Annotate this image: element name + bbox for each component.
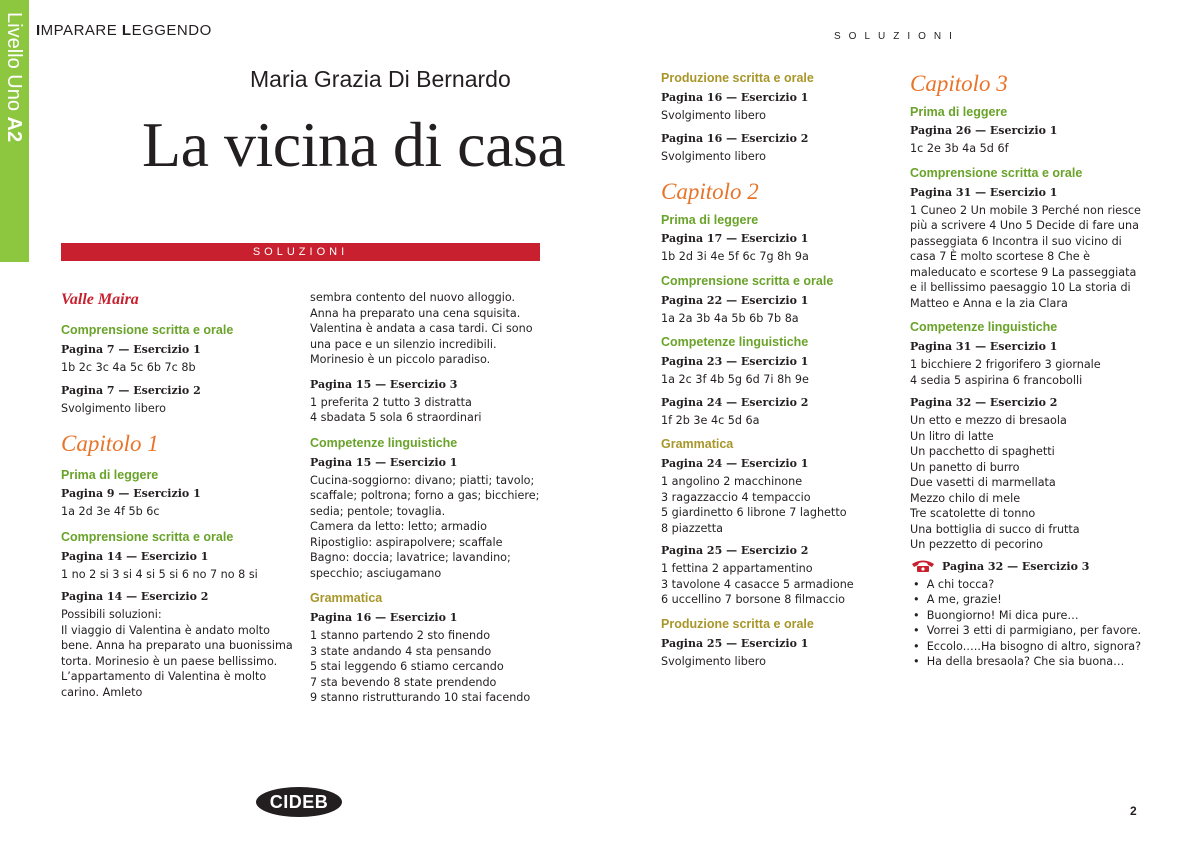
answer: 4 sbadata 5 sola 6 straordinari bbox=[310, 411, 482, 424]
exercise-ref: Pagina 32 — Esercizio 2 bbox=[910, 396, 1058, 409]
list-item: Una bottiglia di succo di frutta bbox=[910, 522, 1080, 536]
exercise-ref: Pagina 24 — Esercizio 2 bbox=[661, 395, 809, 409]
dialogue-line: • A me, grazie! bbox=[913, 593, 1002, 606]
answer: 5 giardinetto 6 librone 7 laghetto bbox=[661, 506, 847, 519]
exercise-ref: Pagina 24 — Esercizio 1 bbox=[661, 457, 809, 470]
answer: 1f 2b 3e 4c 5d 6a bbox=[661, 413, 760, 427]
answer: 7 sta bevendo 8 state prendendo bbox=[310, 675, 497, 689]
answer: 1a 2d 3e 4f 5b 6c bbox=[61, 505, 160, 518]
answer: Camera da letto: letto; armadio bbox=[310, 520, 487, 533]
section-heading: Comprensione scritta e orale bbox=[910, 165, 1083, 180]
section-heading: Comprensione scritta e orale bbox=[661, 273, 834, 288]
answer: 1 stanno partendo 2 sto finendo bbox=[310, 629, 491, 642]
level-sidebar bbox=[0, 0, 29, 262]
section-heading: Comprensione scritta e orale bbox=[61, 323, 234, 337]
answer: 1a 2c 3f 4b 5g 6d 7i 8h 9e bbox=[661, 373, 809, 386]
section-heading: Competenze linguistiche bbox=[310, 435, 458, 450]
column-2 bbox=[310, 290, 542, 706]
exercise-ref: Pagina 9 — Esercizio 1 bbox=[61, 487, 201, 500]
answer: 1 preferita 2 tutto 3 distratta bbox=[310, 395, 472, 409]
list-item: Un panetto di burro bbox=[910, 460, 1020, 474]
level-label: Livello Uno A2 bbox=[3, 12, 25, 143]
answer: 9 stanno ristrutturando 10 stai facendo bbox=[310, 691, 531, 704]
answer: 1 bicchiere 2 frigorifero 3 giornale bbox=[910, 358, 1101, 371]
exercise-ref: Pagina 16 — Esercizio 1 bbox=[661, 91, 809, 104]
exercise-ref-audio: Pagina 32 — Esercizio 3 bbox=[910, 559, 1142, 574]
exercise-ref: Pagina 15 — Esercizio 3 bbox=[310, 377, 458, 391]
phone-audio-icon bbox=[910, 559, 936, 572]
exercise-ref: Pagina 14 — Esercizio 1 bbox=[61, 549, 209, 563]
section-heading: Produzione scritta e orale bbox=[661, 71, 814, 85]
chapter-title: Capitolo 3 bbox=[910, 71, 1008, 96]
chapter-title: Capitolo 2 bbox=[661, 179, 759, 204]
answer: Bagno: doccia; lavatrice; lavandino; specchio; asciugamano bbox=[310, 551, 511, 580]
section-header: SOLUZIONI bbox=[834, 31, 960, 42]
publisher-logo: CIDEB bbox=[256, 787, 342, 817]
solutions-banner: SOLUZIONI bbox=[61, 243, 540, 261]
list-item: Un pacchetto di spaghetti bbox=[910, 445, 1055, 458]
answer: 1c 2e 3b 4a 5d 6f bbox=[910, 142, 1009, 155]
answer: 6 uccellino 7 borsone 8 filmaccio bbox=[661, 593, 846, 606]
list-item: Mezzo chilo di mele bbox=[910, 491, 1021, 505]
section-heading: Prima di leggere bbox=[61, 468, 159, 482]
dialogue-line: • Ha della bresaola? Che sia buona… bbox=[913, 655, 1125, 668]
exercise-ref: Pagina 26 — Esercizio 1 bbox=[910, 124, 1058, 137]
answer: 8 piazzetta bbox=[661, 521, 723, 535]
section-heading: Competenze linguistiche bbox=[910, 320, 1058, 334]
column-4 bbox=[910, 70, 1142, 670]
section-heading: Produzione scritta e orale bbox=[661, 616, 814, 631]
section-heading: Competenze linguistiche bbox=[661, 335, 809, 349]
dialogue-line: • Eccolo.….Ha bisogno di altro, signora? bbox=[913, 639, 1142, 653]
exercise-ref: Pagina 31 — Esercizio 1 bbox=[910, 185, 1058, 199]
answer: 1 Cuneo 2 Un mobile 3 Perché non riesce più a scrivere 4 Uno 5 Decide di fare una passeggiata 6 Incontra il suo vicino di casa 7 È molto scortese 8 Che è maleducato e scortese 9 La passeggiata e il bellissimo paesaggio 10 La storia di Matteo e Anna e la zia Clara bbox=[910, 203, 1141, 310]
dialogue-line: • Buongiorno! Mi dica pure… bbox=[913, 608, 1079, 622]
exercise-ref: Pagina 16 — Esercizio 1 bbox=[310, 611, 458, 624]
exercise-ref: Pagina 14 — Esercizio 2 bbox=[61, 590, 209, 603]
answer: 3 tavolone 4 casacce 5 armadione bbox=[661, 577, 854, 591]
series-name: IMPARARE LEGGENDO bbox=[36, 22, 212, 39]
answer: 1 angolino 2 macchinone bbox=[661, 475, 803, 488]
list-item: Un pezzetto di pecorino bbox=[910, 538, 1044, 551]
answer: 1a 2a 3b 4a 5b 6b 7b 8a bbox=[661, 311, 799, 325]
answer: 5 stai leggendo 6 stiamo cercando bbox=[310, 660, 504, 673]
answer: Ripostiglio: aspirapolvere; scaffale bbox=[310, 535, 503, 549]
section-heading: Grammatica bbox=[661, 437, 734, 451]
dialogue-line: • Vorrei 3 etti di parmigiano, per favore. bbox=[913, 624, 1142, 637]
answer: 4 sedia 5 aspirina 6 francobolli bbox=[910, 373, 1083, 387]
exercise-ref: Pagina 7 — Esercizio 2 bbox=[61, 383, 201, 397]
page-number: 2 bbox=[1130, 804, 1137, 818]
section-title: Valle Maira bbox=[61, 291, 139, 308]
answer: Svolgimento libero bbox=[661, 654, 766, 668]
answer: 1b 2d 3i 4e 5f 6c 7g 8h 9a bbox=[661, 250, 809, 263]
answer: sembra contento del nuovo alloggio. Anna ha preparato una cena squisita. Valentina è andata a casa tardi. Ci sono una pace e un silenzio incredibili. Morinesio è un piccolo paradiso. bbox=[310, 291, 533, 366]
column-3 bbox=[661, 70, 893, 669]
answer: Svolgimento libero bbox=[661, 149, 766, 163]
exercise-ref: Pagina 16 — Esercizio 2 bbox=[661, 131, 809, 145]
exercise-ref: Pagina 7 — Esercizio 1 bbox=[61, 343, 201, 356]
exercise-ref: Pagina 23 — Esercizio 1 bbox=[661, 355, 809, 368]
answer: 3 state andando 4 sta pensando bbox=[310, 644, 492, 658]
exercise-ref: Pagina 17 — Esercizio 1 bbox=[661, 232, 809, 245]
chapter-title: Capitolo 1 bbox=[61, 431, 159, 456]
answer: 1b 2c 3c 4a 5c 6b 7c 8b bbox=[61, 361, 196, 374]
section-heading: Grammatica bbox=[310, 591, 383, 605]
exercise-ref: Pagina 25 — Esercizio 2 bbox=[661, 544, 809, 557]
section-heading: Comprensione scritta e orale bbox=[61, 529, 234, 544]
section-heading: Prima di leggere bbox=[910, 105, 1008, 119]
answer: Possibili soluzioni: bbox=[61, 608, 162, 621]
list-item: Due vasetti di marmellata bbox=[910, 476, 1056, 489]
answer: Il viaggio di Valentina è andato molto bene. Anna ha preparato una buonissima torta. Morinesio è un paese bellissimo. L’appartamento di Valentina è molto carino. Amleto bbox=[61, 623, 293, 699]
exercise-ref: Pagina 22 — Esercizio 1 bbox=[661, 293, 809, 307]
book-title: La vicina di casa bbox=[142, 109, 566, 180]
answer: Cucina-soggiorno: divano; piatti; tavolo; scaffale; poltrona; forno a gas; bicchiere; sedia; pentole; tovaglia. bbox=[310, 473, 540, 518]
list-item: Un litro di latte bbox=[910, 429, 994, 443]
answer: Svolgimento libero bbox=[661, 109, 766, 122]
exercise-ref: Pagina 15 — Esercizio 1 bbox=[310, 455, 458, 469]
list-item: Tre scatolette di tonno bbox=[910, 507, 1036, 520]
exercise-ref: Pagina 25 — Esercizio 1 bbox=[661, 636, 809, 650]
answer: 1 no 2 si 3 si 4 si 5 si 6 no 7 no 8 si bbox=[61, 567, 258, 581]
exercise-ref: Pagina 31 — Esercizio 1 bbox=[910, 340, 1058, 353]
author-name: Maria Grazia Di Bernardo bbox=[250, 66, 511, 92]
answer: 1 fettina 2 appartamentino bbox=[661, 562, 813, 575]
dialogue-line: • A chi tocca? bbox=[913, 577, 995, 591]
list-item: Un etto e mezzo di bresaola bbox=[910, 414, 1067, 427]
answer: 3 ragazzaccio 4 tempaccio bbox=[661, 490, 811, 504]
answer: Svolgimento libero bbox=[61, 401, 166, 415]
section-heading: Prima di leggere bbox=[661, 213, 759, 227]
column-1 bbox=[61, 290, 293, 700]
